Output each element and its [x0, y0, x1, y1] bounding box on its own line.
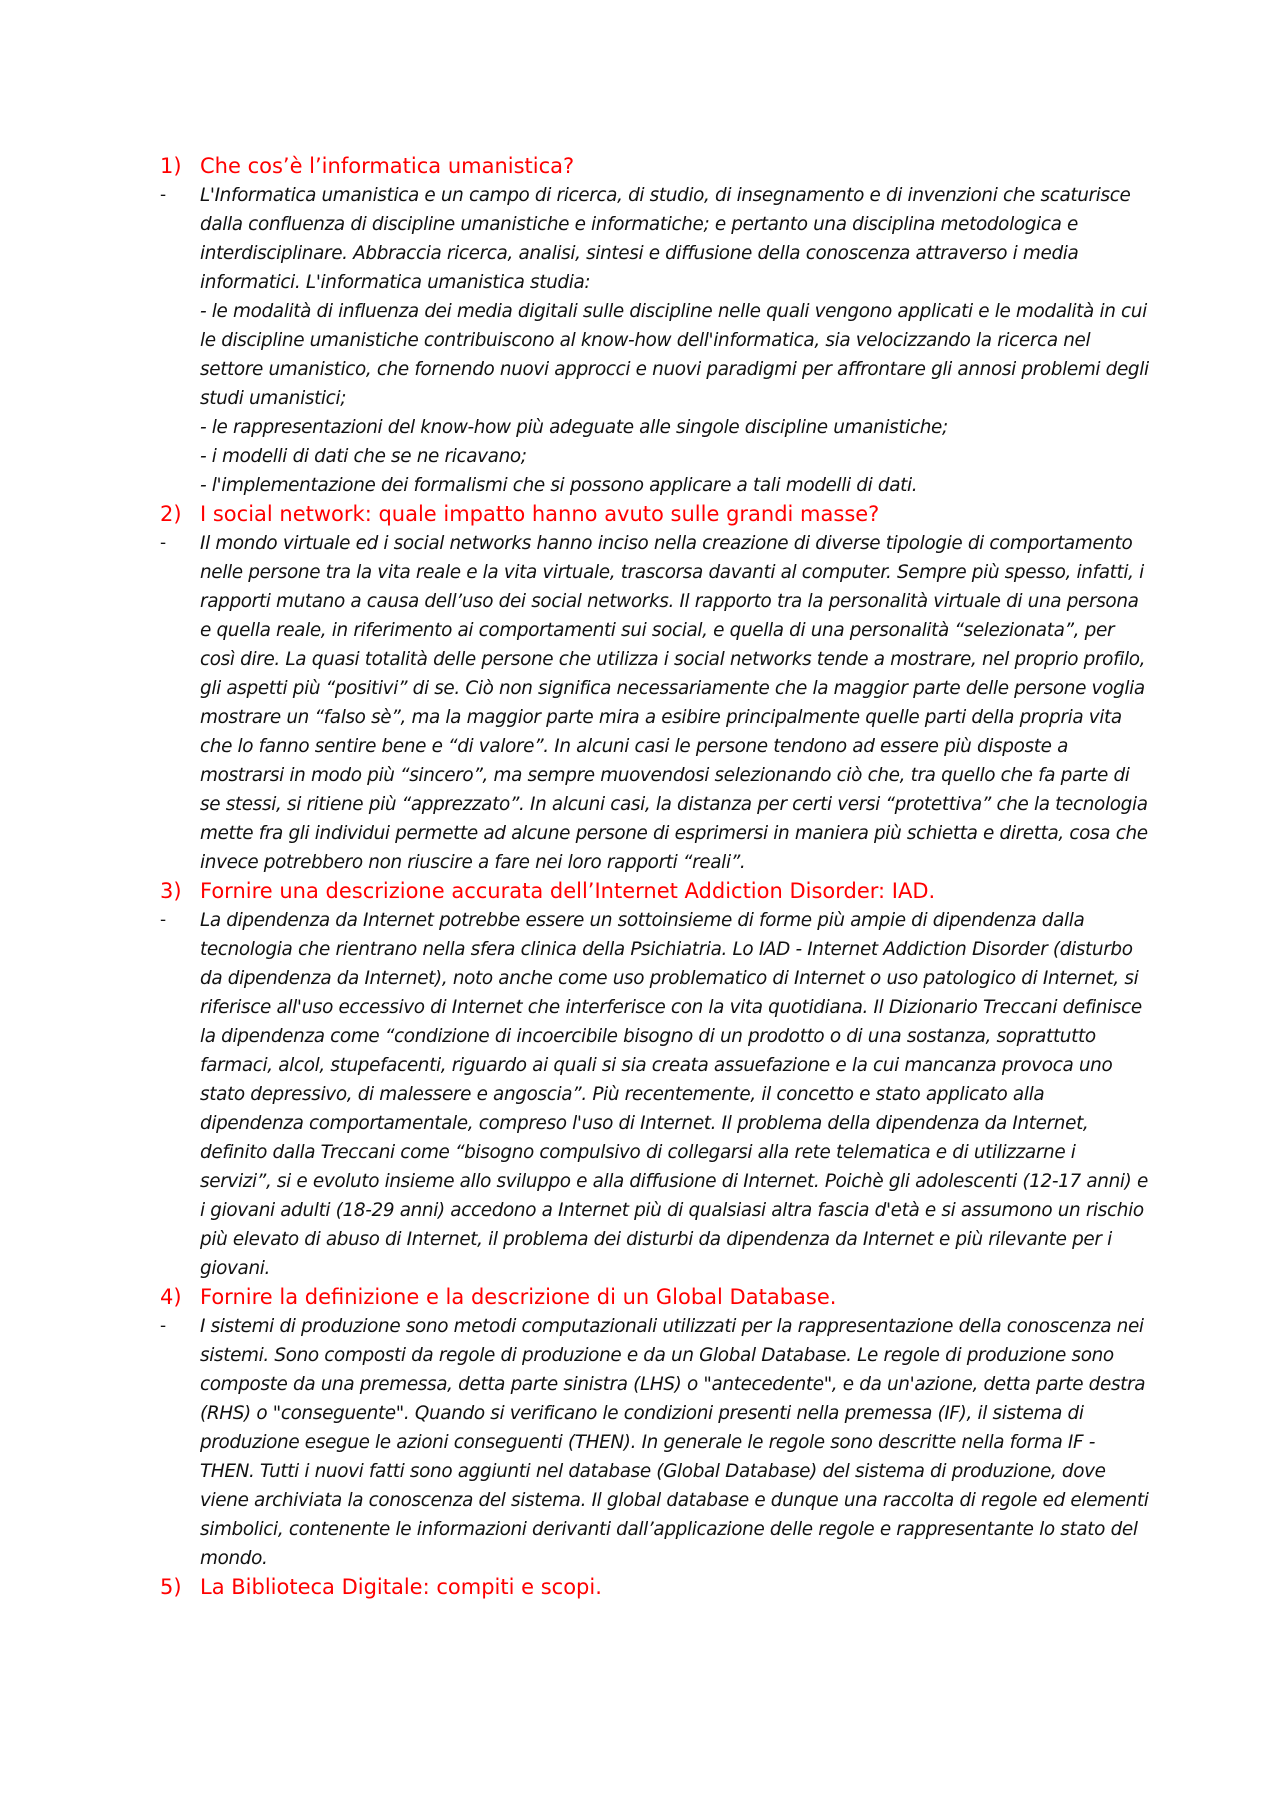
answer-body [200, 529, 1150, 877]
question-number: 5) [160, 1575, 182, 1599]
answer-bullet: - [160, 1316, 167, 1336]
question-heading [160, 152, 1150, 181]
question-number: 1) [160, 154, 182, 178]
answer-bullet: - [160, 910, 167, 930]
answer-paragraph: La dipendenza da Internet potrebbe essere un sottoinsieme di forme più ampie di dipendenza dalla tecnologia che rientrano nella sfera clinica della Psichiatria. Lo IAD - Internet Addiction Disorder (disturbo da dipendenza da Internet), noto anche come uso problematico di Internet o uso patologico di Internet, si riferisce all'uso eccessivo di Internet che interferisce con la vita quotidiana. Il Dizionario Treccani definisce la dipendenza come “condizione di incoercibile bisogno di un prodotto o di una sostanza, soprattutto farmaci, alcol, stupefacenti, riguardo ai quali si sia creata assuefazione e la cui mancanza provoca uno stato depressivo, di malessere e angoscia”. Più recentemente, il concetto e stato applicato alla dipendenza comportamentale, compreso l'uso di Internet. Il problema della dipendenza da Internet, definito dalla Treccani come “bisogno compulsivo di collegarsi alla rete telematica e di utilizzarne i servizi”, si e evoluto insieme allo sviluppo e alla diffusione di Internet. Poichè gli adolescenti (12-17 anni) e i giovani adulti (18-29 anni) accedono a Internet più di qualsiasi altra fascia d'età e si assumono un rischio più elevato di abuso di Internet, il problema dei disturbi da dipendenza da Internet e più rilevante per i giovani. [200, 910, 1148, 1279]
answer-paragraph: - le modalità di influenza dei media digitali sulle discipline nelle quali vengono applicati e le modalità in cui le discipline umanistiche contribuiscono al know-how dell'informatica, sia velocizzando la ricerca nel settore umanistico, che fornendo nuovi approcci e nuovi paradigmi per affrontare gli annosi problemi degli studi umanistici; [200, 301, 1149, 409]
question-number: 3) [160, 879, 182, 903]
answer-bullet: - [160, 185, 167, 205]
question-title: La Biblioteca Digitale: compiti e scopi. [200, 1575, 602, 1599]
answer-paragraph: Il mondo virtuale ed i social networks hanno inciso nella creazione di diverse tipologie di comportamento nelle persone tra la vita reale e la vita virtuale, trascorsa davanti al computer. Sempre più spesso, infatti, i rapporti mutano a causa dell’uso dei social networks. Il rapporto tra la personalità virtuale di una persona e quella reale, in riferimento ai comportamenti sui social, e quella di una personalità “selezionata”, per così dire. La quasi totalità delle persone che utilizza i social networks tende a mostrare, nel proprio profilo, gli aspetti più “positivi” di se. Ciò non significa necessariamente che la maggior parte delle persone voglia mostrare un “falso sè”, ma la maggior parte mira a esibire principalmente quelle parti della propria vita che lo fanno sentire bene e “di valore”. In alcuni casi le persone tendono ad essere più disposte a mostrarsi in modo più “sincero”, ma sempre muovendosi selezionando ciò che, tra quello che fa parte di se stessi, si ritiene più “apprezzato”. In alcuni casi, la distanza per certi versi “protettiva” che la tecnologia mette fra gli individui permette ad alcune persone di esprimersi in maniera più schietta e diretta, cosa che invece potrebbero non riuscire a fare nei loro rapporti “reali”. [200, 533, 1148, 873]
question-title: Fornire la definizione e la descrizione di un Global Database. [200, 1285, 837, 1309]
question-heading [160, 1573, 1150, 1602]
answer-body [200, 906, 1150, 1283]
question-title: I social network: quale impatto hanno avuto sulle grandi masse? [200, 502, 880, 526]
answer-block [160, 1312, 1150, 1573]
answer-paragraph: - le rappresentazioni del know-how più adeguate alle singole discipline umanistiche; [200, 417, 948, 438]
question-heading [160, 500, 1150, 529]
question-heading [160, 1283, 1150, 1312]
question-title: Che cos’è l’informatica umanistica? [200, 154, 575, 178]
answer-bullet: - [160, 533, 167, 553]
answer-paragraph: - i modelli di dati che se ne ricavano; [200, 446, 527, 467]
answer-paragraph: I sistemi di produzione sono metodi computazionali utilizzati per la rappresentazione della conoscenza nei sistemi. Sono composti da regole di produzione e da un Global Database. Le regole di produzione sono composte da una premessa, detta parte sinistra (LHS) o "antecedente", e da un'azione, detta parte destra (RHS) o "conseguente". Quando si verificano le condizioni presenti nella premessa (IF), il sistema di produzione esegue le azioni conseguenti (THEN). In generale le regole sono descritte nella forma IF - THEN. Tutti i nuovi fatti sono aggiunti nel database (Global Database) del sistema di produzione, dove viene archiviata la conoscenza del sistema. Il global database e dunque una raccolta di regole ed elementi simbolici, contenente le informazioni derivanti dall’applicazione delle regole e rappresentante lo stato del mondo. [200, 1316, 1149, 1569]
question-number: 2) [160, 502, 182, 526]
answer-body [200, 181, 1150, 500]
answer-block [160, 529, 1150, 877]
question-number: 4) [160, 1285, 182, 1309]
question-title: Fornire una descrizione accurata dell’Internet Addiction Disorder: IAD. [200, 879, 936, 903]
answer-body [200, 1312, 1150, 1573]
answer-block [160, 181, 1150, 500]
document-content [160, 152, 1150, 1602]
answer-block [160, 906, 1150, 1283]
answer-paragraph: L'Informatica umanistica e un campo di ricerca, di studio, di insegnamento e di invenzioni che scaturisce dalla confluenza di discipline umanistiche e informatiche; e pertanto una disciplina metodologica e interdisciplinare. Abbraccia ricerca, analisi, sintesi e diffusione della conoscenza attraverso i media informatici. L'informatica umanistica studia: [200, 185, 1131, 293]
question-heading [160, 877, 1150, 906]
answer-paragraph: - l'implementazione dei formalismi che si possono applicare a tali modelli di dati. [200, 475, 918, 496]
